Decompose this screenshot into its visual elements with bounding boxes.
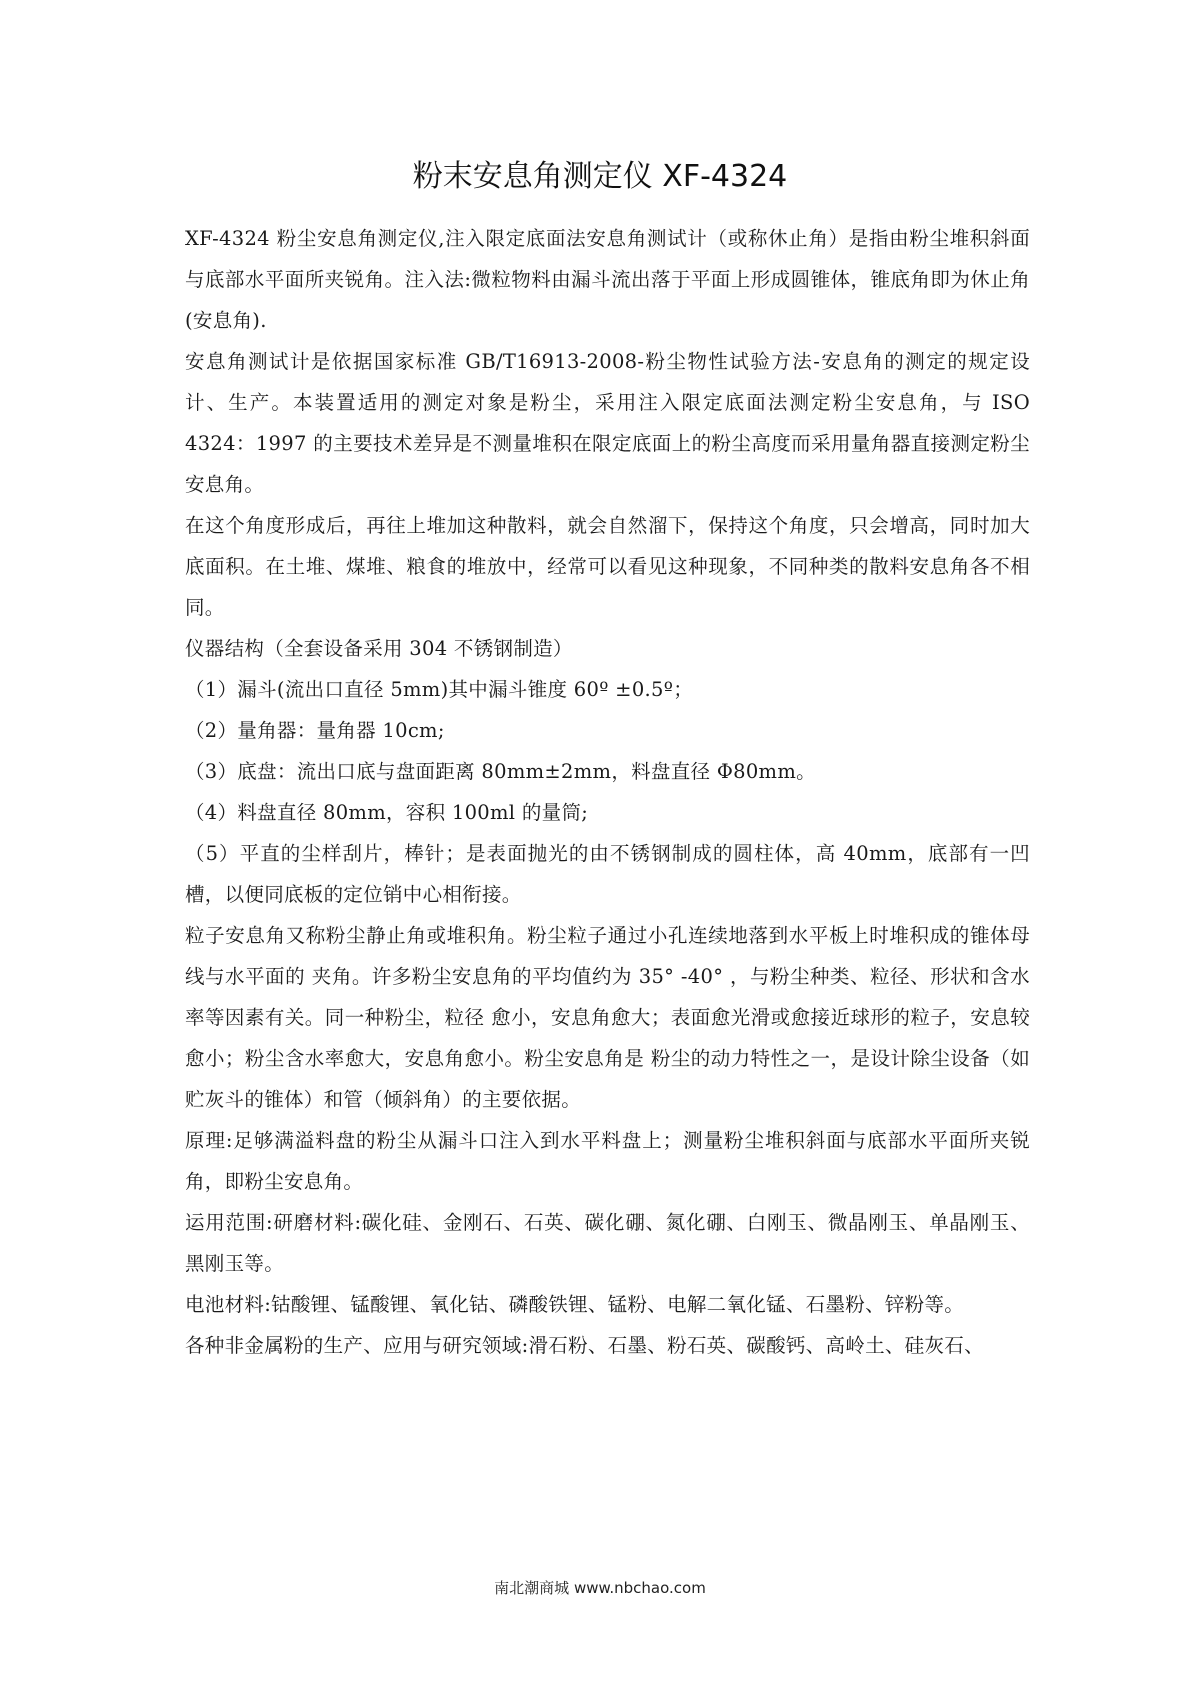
list-item-protractor: （2）量角器：量角器 10cm;: [185, 719, 445, 742]
paragraph-principle: 原理:足够满溢料盘的粉尘从漏斗口注入到水平料盘上；测量粉尘堆积斜面与底部水平面所夹锐角，即粉尘安息角。: [185, 1129, 1030, 1193]
list-item-scraper: （5）平直的尘样刮片，棒针；是表面抛光的由不锈钢制成的圆柱体，高 40mm，底部有一凹槽，以便同底板的定位销中心相衔接。: [185, 842, 1030, 906]
list-item-tray: （4）料盘直径 80mm，容积 100ml 的量筒;: [185, 801, 589, 824]
page-title: 粉末安息角测定仪 XF-4324: [412, 159, 788, 194]
paragraph-standard: 安息角测试计是依据国家标准 GB/T16913-2008-粉尘物性试验方法-安息角的测定的规定设计、生产。本装置适用的测定对象是粉尘，采用注入限定底面法测定粉尘安息角，与 ISO 4324：1997 的主要技术差异是不测量堆积在限定底面上的粉尘高度而采用量角器直接测定粉尘安息角。: [185, 350, 1030, 496]
paragraph-application-nonmetal: 各种非金属粉的生产、应用与研究领域:滑石粉、石墨、粉石英、碳酸钙、高岭土、硅灰石、: [185, 1334, 984, 1357]
paragraph-structure-heading: 仪器结构（全套设备采用 304 不锈钢制造）: [185, 637, 573, 660]
list-item-funnel: （1）漏斗(流出口直径 5mm)其中漏斗锥度 60º ±0.5º；: [185, 678, 694, 701]
paragraph-particle-angle: 粒子安息角又称粉尘静止角或堆积角。粉尘粒子通过小孔连续地落到水平板上时堆积成的锥体母线与水平面的 夹角。许多粉尘安息角的平均值约为 35° -40° ，与粉尘种类、粒径、形状和含水率等因素有关。同一种粉尘，粒径 愈小，安息角愈大；表面愈光滑或愈接近球形的粒子，安息较愈小；粉尘含水率愈大，安息角愈小。粉尘安息角是 粉尘的动力特性之一，是设计除尘设备（如贮灰斗的锥体）和管（倾斜角）的主要依据。: [185, 924, 1030, 1111]
page-footer: 南北潮商城 www.nbchao.com: [494, 1579, 706, 1597]
paragraph-angle-formation: 在这个角度形成后，再往上堆加这种散料，就会自然溜下，保持这个角度，只会增高，同时加大底面积。在土堆、煤堆、粮食的堆放中，经常可以看见这种现象，不同种类的散料安息角各不相同。: [185, 514, 1030, 619]
document-body: [185, 214, 1030, 1366]
list-item-base-plate: （3）底盘：流出口底与盘面距离 80mm±2mm，料盘直径 Φ80mm。: [185, 760, 816, 783]
paragraph-intro: XF-4324 粉尘安息角测定仪,注入限定底面法安息角测试计（或称休止角）是指由粉尘堆积斜面与底部水平面所夹锐角。注入法:微粒物料由漏斗流出落于平面上形成圆锥体，锥底角即为休止角(安息角).: [185, 227, 1030, 332]
paragraph-application-battery: 电池材料:钴酸锂、锰酸锂、氧化钴、磷酸铁锂、锰粉、电解二氧化锰、石墨粉、锌粉等。: [185, 1293, 965, 1316]
paragraph-application-abrasives: 运用范围:研磨材料:碳化硅、金刚石、石英、碳化硼、氮化硼、白刚玉、微晶刚玉、单晶刚玉、黑刚玉等。: [185, 1211, 1030, 1275]
